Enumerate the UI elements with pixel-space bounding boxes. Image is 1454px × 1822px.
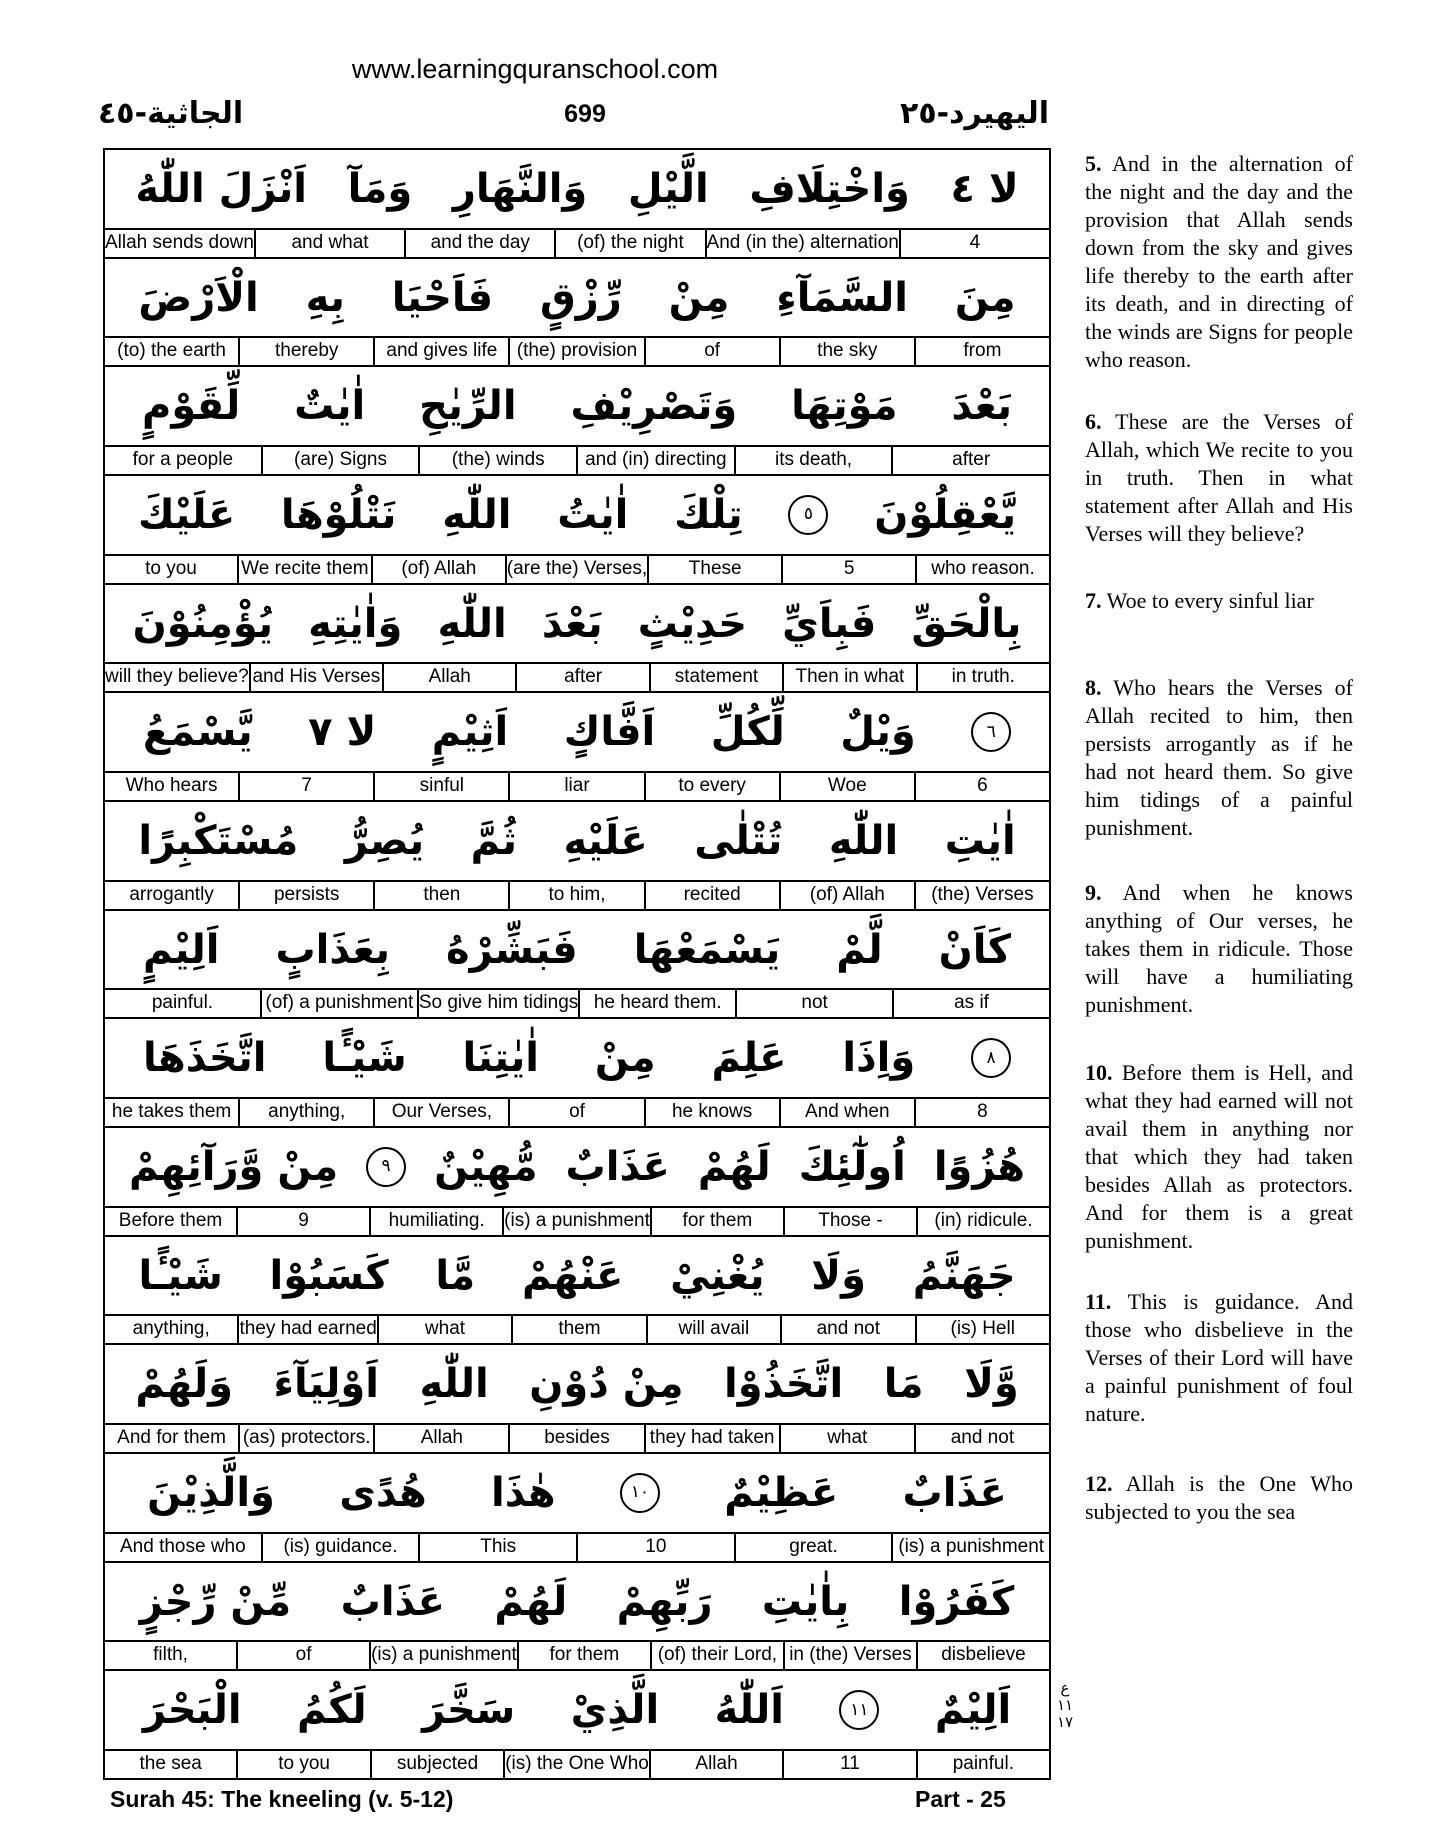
english-gloss: (as) protectors. (238, 1425, 373, 1452)
english-gloss: then (373, 882, 508, 909)
english-gloss: Allah sends down (105, 231, 254, 253)
arabic-row (105, 1237, 1049, 1315)
english-gloss: (of) a punishment (260, 990, 417, 1017)
verse-block (105, 150, 1049, 259)
english-row (105, 1097, 1049, 1126)
arabic-word: يَّسْمَعُ (142, 709, 253, 756)
english-gloss: liar (508, 773, 643, 800)
arabic-word: رِّزْقٍ (539, 274, 622, 321)
english-row (105, 880, 1049, 909)
english-gloss: Who hears (125, 775, 218, 797)
arabic-word: بَعْدَ (951, 383, 1013, 430)
arabic-word: اٰيٰتُ (557, 491, 629, 538)
arabic-word: اُولٰٓئِكَ (798, 1143, 906, 1190)
arabic-word: مَا (883, 1361, 924, 1408)
english-row (105, 228, 1049, 257)
arabic-word: رَبِّهِمْ (616, 1578, 713, 1625)
english-gloss: (the) winds (418, 447, 576, 474)
english-gloss: 7 (238, 773, 373, 800)
arabic-word: جَهَنَّمُ (912, 1252, 1016, 1299)
english-gloss: after (891, 447, 1049, 474)
arabic-word: كَاَنْ (938, 926, 1012, 973)
english-gloss: filth, (153, 1644, 188, 1666)
arabic-word: تِلْكَ (674, 491, 743, 538)
arabic-word: لَكُمُ (297, 1687, 367, 1734)
english-gloss: 8 (914, 1099, 1049, 1126)
english-gloss: anything, (132, 1318, 210, 1340)
arabic-word: الرِّيٰحِ (419, 383, 517, 430)
english-gloss: and what (254, 230, 404, 257)
arabic-row (105, 911, 1049, 989)
english-gloss: them (511, 1316, 645, 1343)
arabic-word: عَنْهُمْ (521, 1252, 624, 1299)
english-gloss: what (779, 1425, 914, 1452)
english-gloss: And when (779, 1099, 914, 1126)
english-gloss: not (735, 990, 892, 1017)
arabic-word: وَتَصْرِيْفِ (570, 383, 738, 430)
english-gloss: arrogantly (129, 883, 214, 905)
arabic-row (105, 1454, 1049, 1532)
english-row (105, 554, 1049, 583)
arabic-word: وَاخْتِلَافِ (749, 165, 910, 212)
english-gloss: in (the) Verses (783, 1642, 916, 1669)
english-row (105, 1749, 1049, 1778)
english-gloss: (is) guidance. (261, 1534, 419, 1561)
english-row (105, 1640, 1049, 1669)
arabic-word: السَّمَآءِ (776, 274, 908, 321)
translation-text: Who hears the Verses of Allah recited to him, then persists arrogantly as if he had not heard them. So give him tidings of a painful punishment. (1085, 675, 1353, 840)
arabic-word: اَثِيْمٍ (431, 709, 509, 756)
english-gloss: recited (644, 882, 779, 909)
arabic-word: لَهُمْ (697, 1143, 771, 1190)
english-gloss: This (418, 1534, 576, 1561)
arabic-word: عَظِيْمٌ (724, 1469, 839, 1516)
arabic-word: بَعْدَ (541, 600, 603, 647)
ayah-number-marker: ٦ (971, 712, 1011, 752)
english-gloss: as if (892, 990, 1049, 1017)
arabic-row (105, 585, 1049, 663)
arabic-word: بِالْحَقِّ (911, 600, 1022, 647)
english-gloss: to you (236, 1751, 369, 1778)
arabic-word: اٰيٰتٌ (294, 383, 366, 430)
english-gloss: statement (649, 664, 782, 691)
english-gloss: to him, (508, 882, 643, 909)
english-gloss: to you (145, 557, 197, 579)
english-gloss: sinful (373, 773, 508, 800)
english-gloss: thereby (238, 338, 373, 365)
verse-block (105, 585, 1049, 694)
english-gloss: and not (914, 1425, 1049, 1452)
english-gloss: of (236, 1642, 369, 1669)
english-gloss: painful. (916, 1751, 1049, 1778)
arabic-word: هٰذَا (491, 1469, 556, 1516)
arabic-word: لَّمْ (836, 926, 883, 973)
english-gloss: and the day (404, 230, 554, 257)
english-gloss: Our Verses, (373, 1099, 508, 1126)
verse-number: 5. (1085, 151, 1102, 176)
english-gloss: and (in) directing (576, 447, 734, 474)
english-row (105, 1314, 1049, 1343)
verse-number: 12. (1085, 1471, 1113, 1496)
arabic-word: الْبَحْرَ (142, 1687, 242, 1734)
ayah-number-marker: ٨ (971, 1038, 1011, 1078)
arabic-word: كَفَرُوْا (898, 1578, 1015, 1625)
english-gloss: and gives life (373, 338, 508, 365)
part-name-arabic: اليهيرد-٢٥ (900, 96, 1049, 131)
english-gloss: 9 (236, 1208, 369, 1235)
arabic-word: اَوْلِيَآءَ (273, 1361, 379, 1408)
english-gloss: what (377, 1316, 511, 1343)
verse-number: 10. (1085, 1060, 1113, 1085)
arabic-word: بِاٰيٰتِ (761, 1578, 850, 1625)
translation-text: This is guidance. And those who disbelieve in the Verses of their Lord will have a painful punishment of foul nature. (1085, 1289, 1353, 1426)
arabic-word: عَذَابٌ (565, 1143, 670, 1190)
arabic-word: وَّلَا (964, 1361, 1019, 1408)
arabic-word: اللّٰهِ (419, 1361, 489, 1408)
english-gloss: (is) a punishment (502, 1208, 650, 1235)
arabic-word: لِّقَوْمٍ (142, 383, 241, 430)
english-gloss: (are the) Verses, (505, 556, 647, 583)
english-gloss: (to) the earth (117, 340, 226, 362)
english-gloss: for a people (132, 449, 234, 471)
english-gloss: (is) the One Who (503, 1751, 649, 1778)
arabic-word: وَمَآ (347, 165, 413, 212)
english-gloss: he takes them (111, 1101, 232, 1123)
english-gloss: 10 (576, 1534, 734, 1561)
ayah-number-marker: ١٠ (620, 1473, 660, 1513)
arabic-word: لِّكُلِّ (710, 709, 785, 756)
verse-block (105, 1563, 1049, 1672)
arabic-word: اللّٰهِ (442, 491, 512, 538)
english-gloss: We recite them (237, 556, 371, 583)
verse-number: 7. (1085, 588, 1102, 613)
english-gloss: Those - (783, 1208, 916, 1235)
arabic-word: سَخَّرَ (422, 1687, 516, 1734)
verse-block (105, 1128, 1049, 1237)
translation-text: And in the alternation of the night and the day and the provision that Allah sends down from the sky and gives life thereby to the earth after its death, and in directing of the winds are Signs for people who reason. (1085, 151, 1353, 372)
arabic-word: اتَّخَذَهَا (143, 1035, 267, 1082)
verse-block (105, 367, 1049, 476)
arabic-row (105, 476, 1049, 554)
arabic-word: كَسَبُوْا (269, 1252, 389, 1299)
arabic-row (105, 367, 1049, 445)
english-row (105, 771, 1049, 800)
english-gloss: who reason. (915, 556, 1049, 583)
arabic-word: ثُمَّ (470, 817, 518, 864)
verse-block (105, 1454, 1049, 1563)
ayah-number-marker: ٩ (366, 1147, 406, 1187)
verse-block (105, 476, 1049, 585)
english-gloss: (of) the night (554, 230, 704, 257)
translation-text: And when he knows anything of Our verses, he takes them in ridicule. Those will have a humiliating punishment. (1085, 880, 1353, 1017)
arabic-row (105, 693, 1049, 771)
footer-surah: Surah 45: The kneeling (v. 5-12) (110, 1786, 454, 1812)
arabic-word: مِنْ (668, 274, 730, 321)
verse-block (105, 259, 1049, 368)
arabic-word: اٰيٰتِ (944, 817, 1016, 864)
arabic-word: اللّٰهِ (437, 600, 507, 647)
arabic-word: مِنَ (954, 274, 1016, 321)
arabic-word: وَالنَّهَارِ (452, 165, 588, 212)
arabic-word: مَوْتِهَا (791, 383, 898, 430)
arabic-word: لا ٤ (950, 165, 1019, 212)
page-number: 699 (564, 100, 606, 128)
english-gloss: (is) a punishment (369, 1642, 517, 1669)
verse-block (105, 1237, 1049, 1346)
english-gloss: besides (508, 1425, 643, 1452)
translation-paragraph (1085, 150, 1353, 374)
arabic-word: مِّنْ رِّجْزٍ (139, 1578, 292, 1625)
english-gloss: (of) Allah (371, 556, 505, 583)
arabic-word: الَّذِيْ (570, 1687, 660, 1734)
arabic-word: وَالَّذِيْنَ (147, 1469, 275, 1516)
english-gloss: Allah (373, 1425, 508, 1452)
english-gloss: and not (780, 1316, 914, 1343)
english-gloss: And those who (119, 1535, 246, 1557)
arabic-word: يَسْمَعْهَا (633, 926, 781, 973)
arabic-word: لا ٧ (308, 709, 377, 756)
english-gloss: anything, (238, 1099, 373, 1126)
english-row (105, 1423, 1049, 1452)
english-row (105, 1206, 1049, 1235)
arabic-word: شَيْـًٔا (322, 1035, 407, 1082)
english-gloss: they had earned (237, 1316, 376, 1343)
arabic-row (105, 150, 1049, 228)
verse-block (105, 802, 1049, 911)
english-gloss: its death, (734, 447, 892, 474)
english-gloss: (of) their Lord, (650, 1642, 783, 1669)
english-gloss: (the) Verses (914, 882, 1049, 909)
arabic-word: عَذَابٌ (902, 1469, 1007, 1516)
english-gloss: 5 (781, 556, 915, 583)
arabic-word: يُغْنِيْ (670, 1252, 765, 1299)
english-gloss: Before them (118, 1209, 223, 1231)
english-gloss: (are) Signs (261, 447, 419, 474)
arabic-word: وَيْلٌ (840, 709, 916, 756)
english-gloss: (is) Hell (915, 1316, 1049, 1343)
english-gloss: (is) a punishment (891, 1534, 1049, 1561)
verse-block (105, 1019, 1049, 1128)
english-gloss: Then in what (782, 664, 915, 691)
arabic-word: اَفَّاكٍ (563, 709, 656, 756)
translation-paragraph (1085, 1059, 1353, 1255)
ruku-mark: ع ١١ ١٧ (1056, 1679, 1074, 1731)
arabic-word: فَبِاَيِّ (782, 600, 877, 647)
translation-paragraph (1085, 1470, 1353, 1526)
english-gloss: will they believe? (105, 666, 249, 688)
english-gloss: after (515, 664, 648, 691)
verse-number: 8. (1085, 675, 1102, 700)
english-gloss: he knows (644, 1099, 779, 1126)
english-gloss: 11 (782, 1751, 915, 1778)
arabic-word: حَدِيْثٍ (637, 600, 748, 647)
arabic-word: فَاَحْيَا (391, 274, 494, 321)
english-gloss: of (644, 338, 779, 365)
verse-number: 9. (1085, 880, 1102, 905)
arabic-word: عَذَابٌ (340, 1578, 445, 1625)
english-gloss: Allah (382, 664, 515, 691)
english-gloss: for them (517, 1642, 650, 1669)
english-row (105, 336, 1049, 365)
arabic-word: شَيْـًٔا (138, 1252, 223, 1299)
arabic-word: عَلَيْكَ (137, 491, 236, 538)
translation-paragraph (1085, 674, 1353, 842)
arabic-word: الْاَرْضَ (138, 274, 259, 321)
arabic-row (105, 802, 1049, 880)
verse-block (105, 911, 1049, 1020)
english-gloss: (the) provision (508, 338, 643, 365)
arabic-word: مَّا (435, 1252, 476, 1299)
arabic-word: وَلَا (811, 1252, 866, 1299)
translation-paragraph (1085, 587, 1353, 615)
arabic-word: يُؤْمِنُوْنَ (132, 600, 274, 647)
verse-block (105, 1345, 1049, 1454)
english-gloss: These (647, 556, 781, 583)
arabic-word: مُّهِيْنٌ (434, 1143, 538, 1190)
arabic-word: مِنْ وَّرَآئِهِمْ (129, 1143, 339, 1190)
english-gloss: subjected (370, 1751, 503, 1778)
verse-block (105, 1671, 1049, 1778)
arabic-word: اَلِيْمٌ (934, 1687, 1012, 1734)
english-gloss: to every (644, 773, 779, 800)
arabic-row (105, 1671, 1049, 1749)
arabic-row (105, 1345, 1049, 1423)
arabic-row (105, 1128, 1049, 1206)
arabic-word: هُزُوًا (933, 1143, 1026, 1190)
arabic-row (105, 259, 1049, 337)
english-gloss: Allah (649, 1751, 782, 1778)
arabic-word: اَللّٰهُ (714, 1687, 784, 1734)
english-gloss: great. (734, 1534, 892, 1561)
english-gloss: 4 (899, 230, 1049, 257)
verse-number: 11. (1085, 1289, 1112, 1314)
translation-paragraph (1085, 879, 1353, 1019)
english-gloss: and His Verses (249, 664, 382, 691)
arabic-word: عَلَيْهِ (563, 817, 648, 864)
verse-block (105, 693, 1049, 802)
arabic-word: اتَّخَذُوْا (724, 1361, 844, 1408)
word-by-word-grid (103, 148, 1051, 1780)
arabic-row (105, 1019, 1049, 1097)
translation-paragraph (1085, 1288, 1353, 1428)
arabic-word: يُصِرُّ (344, 817, 425, 864)
arabic-word: مُسْتَكْبِرًا (138, 817, 299, 864)
site-url: www.learningquranschool.com (351, 54, 719, 84)
english-gloss: persists (238, 882, 373, 909)
english-gloss: And for them (117, 1427, 226, 1449)
english-gloss: 6 (914, 773, 1049, 800)
arabic-word: مِنْ (594, 1035, 656, 1082)
english-gloss: they had taken (644, 1425, 779, 1452)
arabic-word: لَهُمْ (494, 1578, 568, 1625)
english-gloss: (of) Allah (779, 882, 914, 909)
english-gloss: for them (650, 1208, 783, 1235)
arabic-row (105, 1563, 1049, 1641)
verse-number: 6. (1085, 409, 1102, 434)
english-gloss: he heard them. (578, 990, 735, 1017)
arabic-word: وَلَهُمْ (135, 1361, 234, 1408)
english-gloss: the sky (779, 338, 914, 365)
arabic-word: الَّيْلِ (627, 165, 709, 212)
ayah-number-marker: ١١ (839, 1690, 879, 1730)
translation-text: Before them is Hell, and what they had earned will not avail them in anything nor that which they had taken besides Allah as protectors. And for them is a great punishment. (1085, 1060, 1353, 1253)
arabic-word: وَاِذَا (842, 1035, 916, 1082)
english-gloss: disbelieve (916, 1642, 1049, 1669)
arabic-word: عَلِمَ (711, 1035, 787, 1082)
arabic-word: اٰيٰتِنَا (462, 1035, 539, 1082)
english-gloss: humiliating. (369, 1208, 502, 1235)
arabic-word: فَبَشِّرْهُ (446, 926, 578, 973)
translation-paragraph (1085, 408, 1353, 548)
translation-text: Woe to every sinful liar (1106, 588, 1314, 613)
english-row (105, 1532, 1049, 1561)
english-gloss: So give him tidings (417, 990, 578, 1017)
arabic-word: تُتْلٰى (694, 817, 783, 864)
arabic-word: نَتْلُوْهَا (280, 491, 397, 538)
english-gloss: in truth. (916, 664, 1049, 691)
english-row (105, 445, 1049, 474)
arabic-word: وَاٰيٰتِهِ (308, 600, 403, 647)
english-gloss: And (in the) alternation (705, 230, 899, 257)
english-row (105, 662, 1049, 691)
arabic-word: اَلِيْمٍ (143, 926, 220, 973)
ayah-number-marker: ٥ (788, 495, 828, 535)
english-gloss: the sea (139, 1753, 202, 1775)
arabic-word: بِهِ (305, 274, 345, 321)
arabic-word: اَنْزَلَ اللّٰهُ (135, 165, 307, 212)
arabic-word: مِنْ دُوْنِ (529, 1361, 684, 1408)
english-gloss: from (914, 338, 1049, 365)
arabic-word: اللّٰهِ (828, 817, 899, 864)
english-gloss: will avail (646, 1316, 780, 1343)
arabic-word: يَّعْقِلُوْنَ (874, 491, 1017, 538)
translation-text: These are the Verses of Allah, which We recite to you in truth. Then in what statement after Allah and His Verses will they believe? (1085, 409, 1353, 546)
english-gloss: Woe (779, 773, 914, 800)
footer-part: Part - 25 (915, 1786, 1006, 1812)
english-row (105, 988, 1049, 1017)
arabic-word: هُدًى (339, 1469, 427, 1516)
surah-name-arabic: الجاثية-٤٥ (98, 96, 244, 131)
english-gloss: of (508, 1099, 643, 1126)
translation-text: Allah is the One Who subjected to you the sea (1085, 1471, 1353, 1524)
english-gloss: (in) ridicule. (916, 1208, 1049, 1235)
english-gloss: painful. (151, 992, 214, 1014)
arabic-word: بِعَذَابٍ (275, 926, 391, 973)
